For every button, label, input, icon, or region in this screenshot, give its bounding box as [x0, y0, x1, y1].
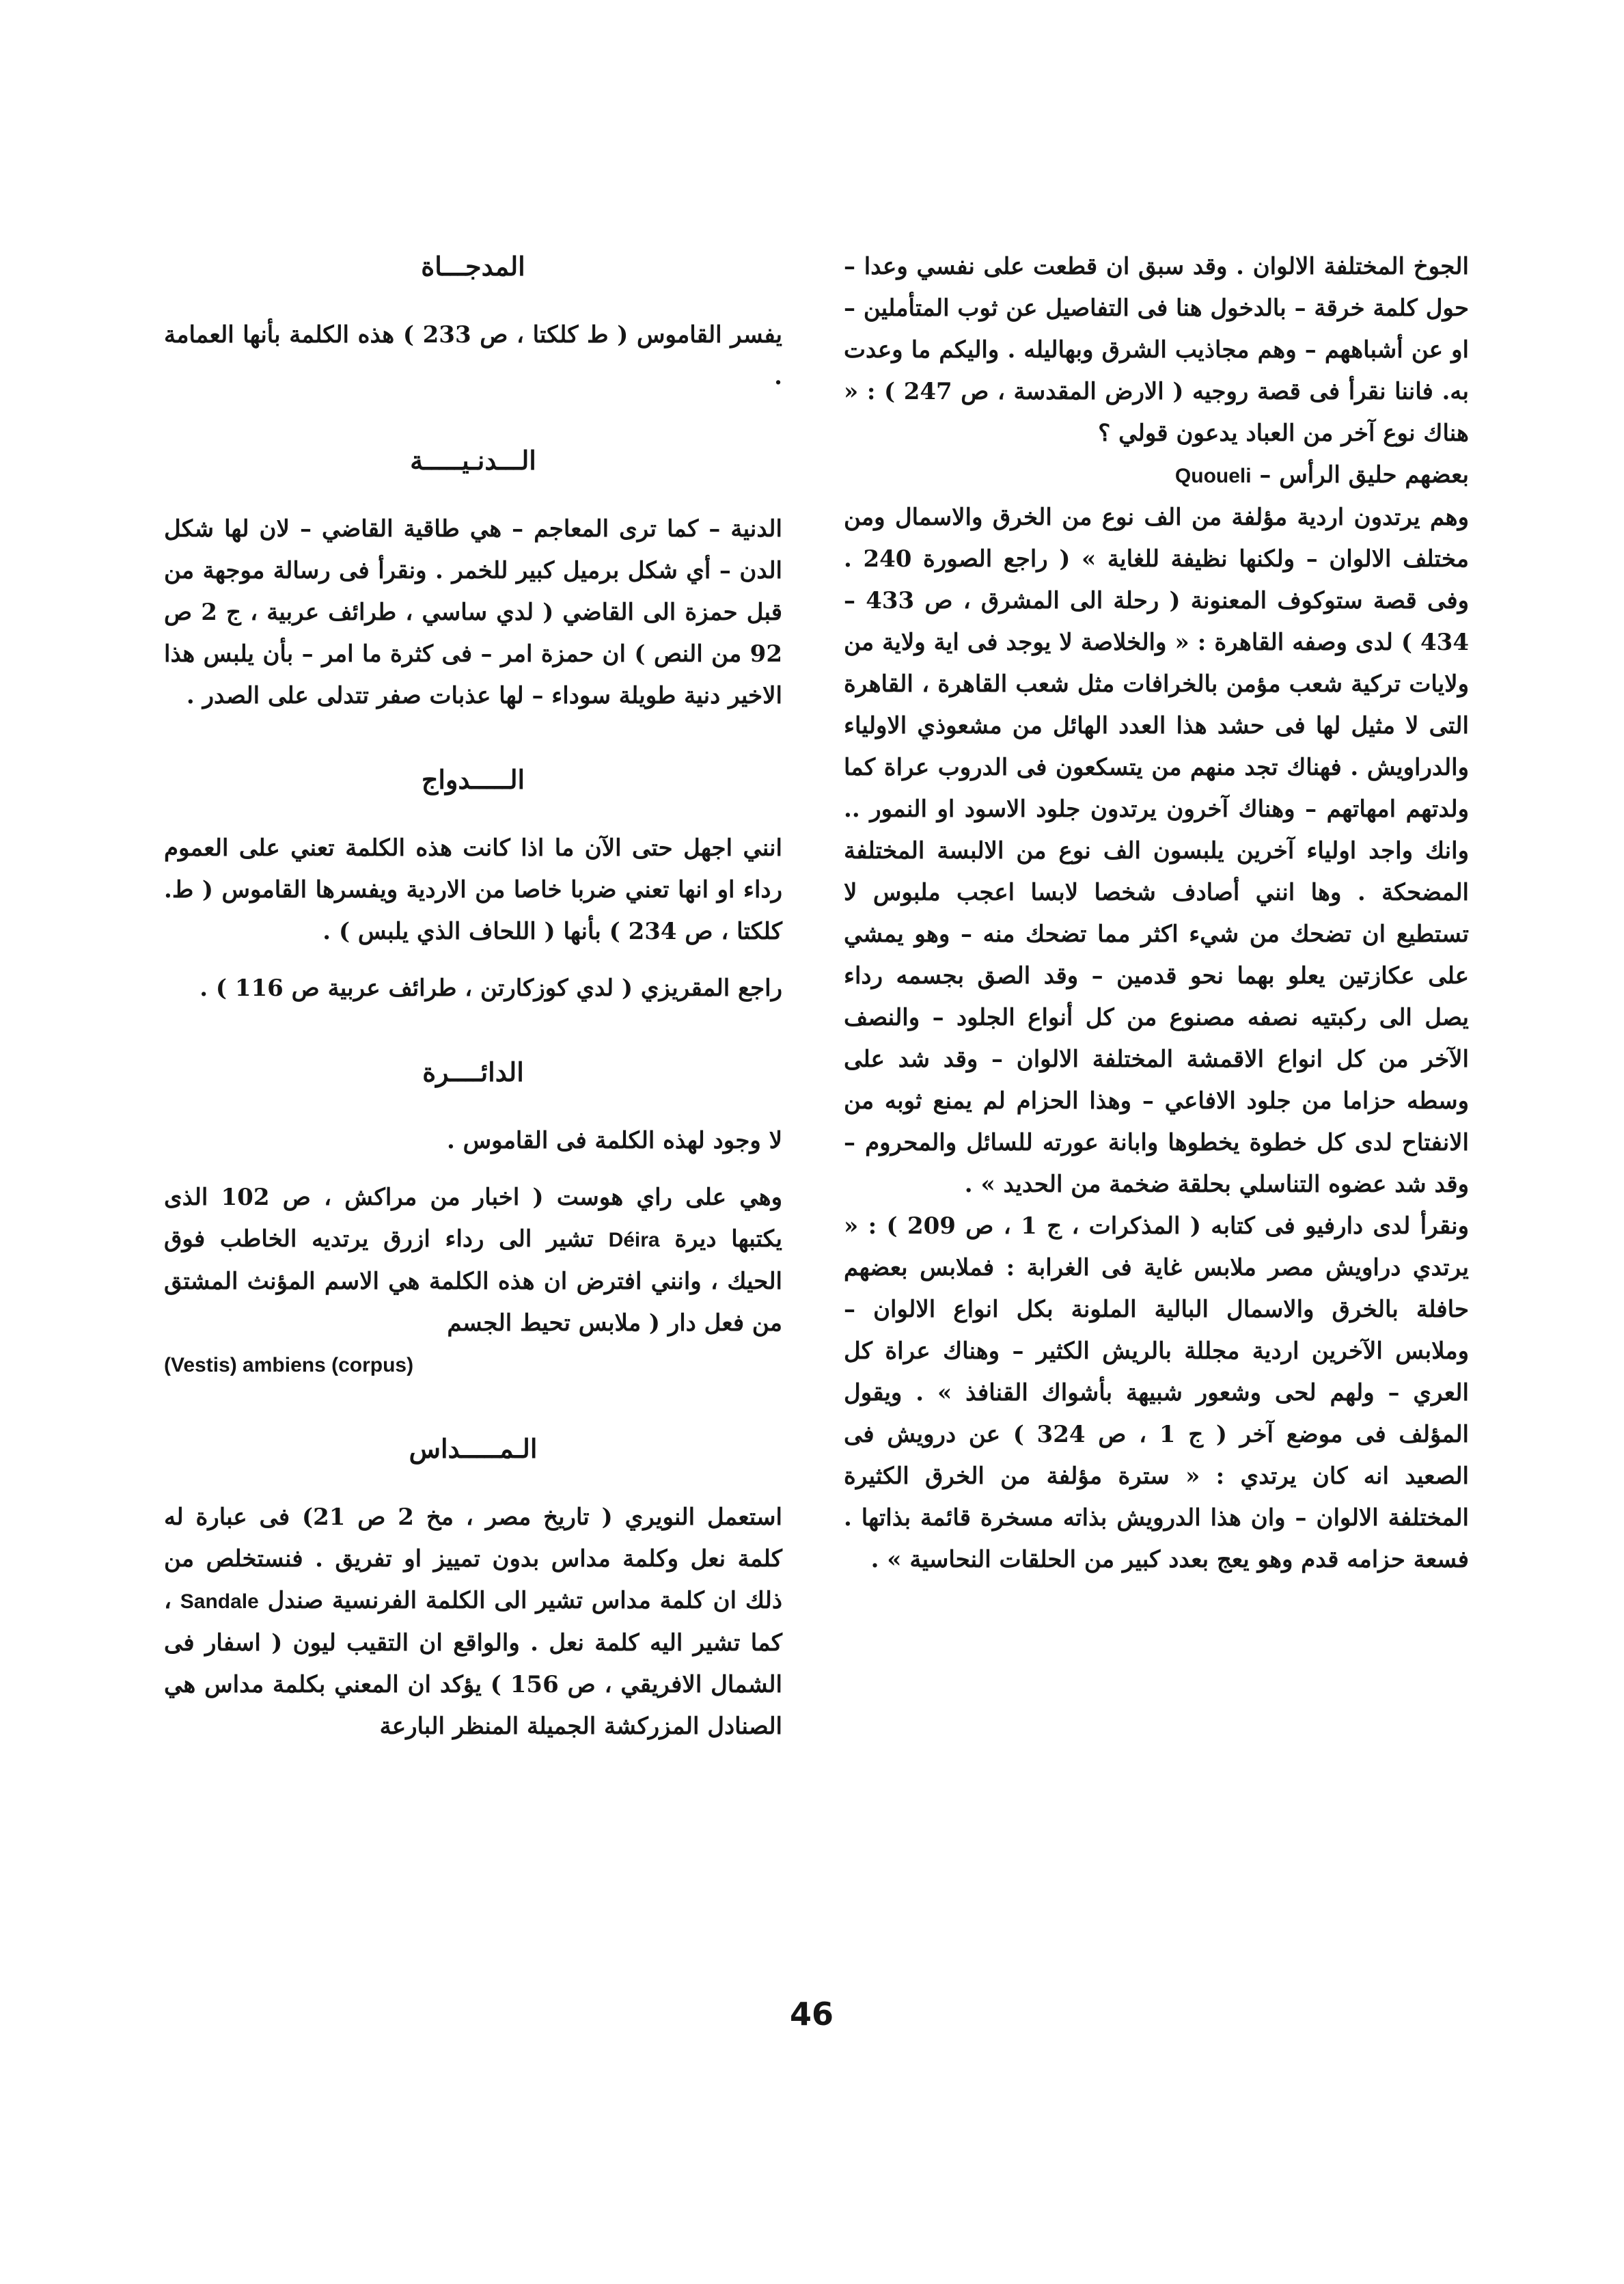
quoueli-arabic: بعضهم حليق الرأس –	[1259, 461, 1469, 489]
entry-body: يفسر القاموس ( ط كلكتا ، ص 233 ) هذه الكلمة بأنها العمامة .	[164, 321, 782, 390]
entry-body-2	[164, 1177, 782, 1344]
entry-almadas	[164, 1428, 782, 1748]
page-number: 46	[789, 1996, 834, 2033]
entry-body-2-after: تشير الى رداء ازرق يرتديه الخاطب فوق الحيك ، وانني افترض ان هذه الكلمة هي الاسم المؤنث المشتق من فعل دار ( ملابس تحيط الجسم	[164, 1225, 782, 1337]
entry-body: لا وجود لهذه الكلمة فى القاموس .	[446, 1127, 782, 1154]
entry-body-2-before: وهي على راي هوست ( اخبار من مراكش ، ص 102 الذى يكتبها ديرة	[164, 1184, 783, 1253]
entry-body-after: ، كما تشير اليه كلمة نعل . والواقع ان التقيب ليون ( اسفار فى الشمال الافريقي ، ص 156 ) يؤكد ان المعني بكلمة مداس هي الصنادل المزركشة الجميلة المنظر البارعة	[164, 1587, 782, 1740]
latin-quote: (Vestis) ambiens (corpus)	[164, 1354, 414, 1376]
entry-almidjah	[164, 246, 782, 398]
entry-body: الدنية – كما ترى المعاجم – هي طاقية القاضي – لان لها شكل الدن – أي شكل برميل كبير للخمر . ونقرأ فى رسالة موجهة من قبل حمزة الى القاضي ( لدي ساسي ، طرائف عربية ، ج 2 ص 92 من النص ) ان حمزة امر – فى كثرة ما امر – بأن يلبس هذا الاخير دنية طويلة سوداء – لها عذبات صفر تتدلى على الصدر .	[164, 515, 782, 709]
entry-title: الـــدنـيـــــة	[410, 445, 536, 476]
right-paragraph-1b: وهم يرتدون اردية مؤلفة من الف نوع من الخرق والاسمال ومن مختلف الالوان – ولكنها نظيفة للغاية » ( راجع الصورة 240 . وفى قصة ستوكوف المعنونة ( رحلة الى المشرق ، ص 433 – 434 ) لدى وصفه القاهرة : « والخلاصة لا يوجد فى اية ولاية من ولايات تركية شعب مؤمن بالخرافات مثل شعب القاهرة ، القاهرة التى لا مثيل لها فى حشد هذا العدد الهائل من مشعوذي الاولياء والدراويش . فهناك تجد منهم من يتسكعون فى الدروب عراة كما ولدتهم امهاتهم – وهناك آخرون يرتدون جلود الاسود او النمور .. وانك واجد اولياء آخرين يلبسون الف نوع من الالبسة المختلفة المضحكة . وها انني أصادف شخصا لابسا اعجب ملبوس لا تستطيع ان تضحك من شيء اكثر مما تضحك منه – وهو يمشي على عكازتين يعلو بهما نحو قدمين – وقد الصق بجسمه رداء يصل الى ركبتيه نصفه مصنوع من كل أنواع الجلود – والنصف الآخر من كل انواع الاقمشة المختلفة الالوان – وقد شد على وسطه حزاما من جلود الافاعي – وهذا الحزام لم يمنع ثوبه من الانفتاح لدى كل خطوة يخطوها وابانة عورته للسائل والمحروم – وقد شد عضوه التناسلي بحلقة ضخمة من الحديد » .	[844, 504, 1469, 1198]
entry-title: الدائــــرة	[422, 1057, 524, 1087]
entry-addaira	[164, 1052, 782, 1386]
right-paragraph-1: الجوخ المختلفة الالوان . وقد سبق ان قطعت على نفسي وعدا – حول كلمة خرقة – بالدخول هنا فى التفاصيل عن ثوب المتأملين – او عن أشباههم – وهم مجاذيب الشرق وبهاليله . واليكم ما وعدت به. فاننا نقرأ فى قصة روجيه ( الارض المقدسة ، ص 247 ) : « هناك نوع آخر من العباد يدعون قولي ؟	[844, 253, 1469, 447]
quoueli-latin: Quoueli	[1174, 465, 1252, 487]
sandale-latin: Sandale	[180, 1590, 259, 1613]
right-column	[844, 246, 1469, 1581]
entry-addawwaj	[164, 759, 782, 1009]
entry-body	[164, 1497, 782, 1748]
entry-addaniyya	[164, 440, 782, 717]
entry-body-2: راجع المقريزي ( لدي كوزكارتن ، طرائف عربية ص 116 ) .	[199, 975, 782, 1002]
entry-title: الـــــدواج	[421, 764, 525, 795]
entry-body-before: استعمل النويري ( تاريخ مصر ، مخ 2 ص 21) فى عبارة له كلمة نعل وكلمة مداس بدون تمييز او تفريق . فنستخلص من ذلك ان كلمة مداس تشير الى الكلمة الفرنسية صندل	[164, 1504, 782, 1614]
quoueli-line	[844, 454, 1469, 497]
deira-latin: Déira	[608, 1229, 660, 1251]
entry-body: انني اجهل حتى الآن ما اذا كانت هذه الكلمة تعني على العموم رداء او انها تعني ضربا خاصا من الاردية ويفسرها القاموس ( ط. كلكتا ، ص 234 ) بأنها ( اللحاف الذي يلبس ) .	[164, 834, 782, 945]
left-column	[164, 246, 782, 1790]
entry-title: المدجـــاة	[421, 251, 525, 282]
entry-title: الـمـــــداس	[409, 1433, 538, 1464]
right-paragraph-2: ونقرأ لدى دارفيو فى كتابه ( المذكرات ، ج 1 ، ص 209 ) : « يرتدي دراويش مصر ملابس غاية فى الغرابة : فملابس بعضهم حافلة بالخرق والاسمال البالية الملونة بكل انواع الالوان – وملابس الآخرين اردية مجللة بالريش الكثير – وهناك عراة كل العري – ولهم لحى وشعور شبيهة بأشواك القنافذ » . ويقول المؤلف فى موضع آخر ( ج 1 ، ص 324 ) عن درويش فى الصعيد انه كان يرتدي : « سترة مؤلفة من الخرق الكثيرة المختلفة الالوان – وان هذا الدرويش بذاته مسخرة قائمة بذاتها . فسعة حزامه قدم وهو يعج بعدد كبير من الحلقات النحاسية » .	[844, 1212, 1469, 1573]
